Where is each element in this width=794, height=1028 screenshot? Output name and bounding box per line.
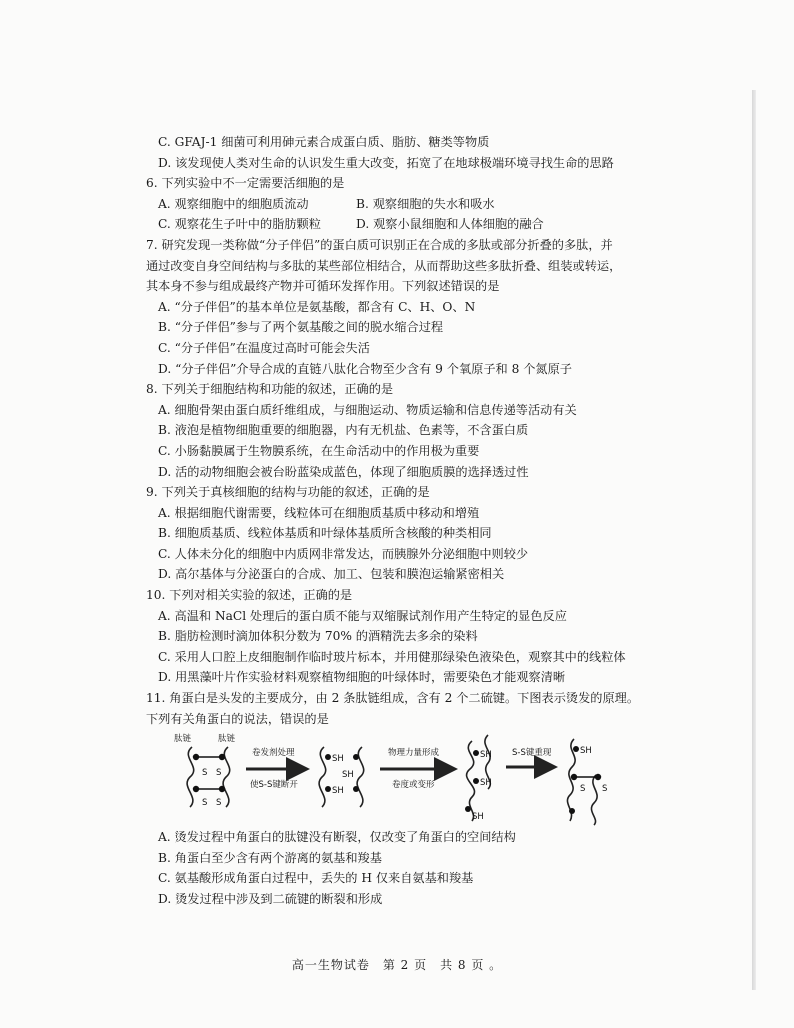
s-label: S: [202, 798, 208, 809]
sh-label: SH: [332, 786, 344, 797]
q11-option-a: A. 烫发过程中角蛋白的肽键没有断裂，仅改变了角蛋白的空间结构: [158, 830, 516, 845]
q8-option-a: A. 细胞骨架由蛋白质纤维组成，与细胞运动、物质运输和信息传递等活动有关: [158, 402, 577, 417]
q6-option-a: A. 观察细胞中的细胞质流动: [158, 196, 309, 211]
q10-option-c: C. 采用人口腔上皮细胞制作临时玻片标本，并用健那绿染色液染色，观察其中的线粒体: [158, 649, 626, 664]
sh-group: [473, 778, 479, 784]
q11-stem-line-2: 下列有关角蛋白的说法，错误的是: [146, 711, 329, 726]
q11-option-d: D. 烫发过程中涉及到二硫键的断裂和形成: [158, 892, 383, 906]
q11-stem-line-1: 11. 角蛋白是头发的主要成分，由 2 条肽链组成，含有 2 个二硫键。下图表示烫发的原理。: [146, 691, 640, 706]
q11-option-c: C. 氨基酸形成角蛋白过程中，丢失的 H 仅来自氨基和羧基: [158, 871, 474, 886]
q6-options-row-2: [146, 214, 736, 235]
sh-label: SH: [580, 746, 592, 757]
sh-label: SH: [472, 812, 484, 823]
sh-label: SH: [332, 754, 344, 765]
sh-group: [325, 754, 331, 760]
arrow-3-top-label: S-S键重现: [512, 748, 552, 759]
s-label: S: [580, 784, 586, 795]
chain-2-stage-4: [591, 775, 597, 825]
q6-stem: 6. 下列实验中不一定需要活细胞的是: [146, 176, 345, 191]
q6-option-c: C. 观察花生子叶中的脂肪颗粒: [158, 217, 321, 232]
sh-group: [473, 750, 479, 756]
q7-option-c: C. “分子伴侣”在温度过高时可能会失活: [158, 340, 370, 355]
q10-option-a: A. 高温和 NaCl 处理后的蛋白质不能与双缩脲试剂作用产生特定的显色反应: [158, 608, 567, 623]
perm-diagram-svg: [166, 731, 636, 827]
q7-option-d: D. “分子伴侣”介导合成的直链八肽化合物至少含有 9 个氧原子和 8 个氮原子: [158, 361, 572, 376]
s-label: S: [216, 768, 222, 779]
q9-option-d: D. 高尔基体与分泌蛋白的合成、加工、包装和膜泡运输紧密相关: [158, 567, 505, 582]
sh-group: [353, 754, 359, 760]
sh-group: [569, 808, 575, 814]
perm-principle-diagram: [146, 731, 736, 827]
q5-option-d: D. 该发现使人类对生命的认识发生重大改变，拓宽了在地球极端环境寻找生命的思路: [158, 155, 614, 170]
s-label: S: [216, 798, 222, 809]
chain-label-2: 肽链: [218, 734, 236, 745]
q8-option-b: B. 液泡是植物细胞重要的细胞器，内有无机盐、色素等，不含蛋白质: [158, 423, 529, 438]
q9-stem: 9. 下列关于真核细胞的结构与功能的叙述，正确的是: [146, 485, 430, 500]
q10-option-b: B. 脂肪检测时滴加体积分数为 70% 的酒精洗去多余的染料: [158, 629, 478, 644]
arrow-1-bottom-label: 使S-S键断开: [250, 780, 298, 791]
sh-label: SH: [480, 778, 492, 789]
chain-label-1: 肽链: [174, 734, 192, 745]
q7-stem-line-3: 其本身不参与组成最终产物并可循环发挥作用。下列叙述错误的是: [146, 279, 500, 294]
sh-label: SH: [342, 770, 354, 781]
q7-stem-line-1: 7. 研究发现一类称做“分子伴侣”的蛋白质可识别正在合成的多肽或部分折叠的多肽，并: [146, 237, 613, 252]
q7-option-a: A. “分子伴侣”的基本单位是氨基酸，都含有 C、H、O、N: [158, 299, 476, 314]
arrow-2-top-label: 物理力量形成: [388, 748, 440, 759]
sh-label: SH: [480, 750, 492, 761]
arrow-2-bottom-label: 卷度或变形: [392, 780, 435, 791]
sh-group: [573, 746, 579, 752]
q6-option-d: D. 观察小鼠细胞和人体细胞的融合: [356, 217, 544, 232]
q10-option-d: D. 用黑藻叶片作实验材料观察植物细胞的叶绿体时，需要染色才能观察清晰: [158, 670, 566, 685]
q7-option-b: B. “分子伴侣”参与了两个氨基酸之间的脱水缩合过程: [158, 320, 444, 335]
arrow-1-top-label: 卷发剂处理: [252, 748, 295, 759]
sh-group: [465, 806, 471, 812]
page-footer: 高一生物试卷 第 2 页 共 8 页 。: [291, 958, 503, 972]
scan-edge: [752, 90, 756, 990]
sh-group: [325, 786, 331, 792]
chain-1-stage-2: [319, 747, 326, 807]
q5-option-c: C. GFAJ-1 细菌可利用砷元素合成蛋白质、脂肪、糖类等物质: [158, 135, 490, 149]
q9-option-c: C. 人体未分化的细胞中内质网非常发达，而胰腺外分泌细胞中则较少: [158, 546, 529, 561]
s-label: S: [602, 784, 608, 795]
q9-option-a: A. 根据细胞代谢需要，线粒体可在细胞质基质中移动和增殖: [158, 505, 480, 520]
q6-option-b: B. 观察细胞的失水和吸水: [356, 196, 495, 211]
q10-stem: 10. 下列对相关实验的叙述，正确的是: [146, 588, 353, 603]
q7-stem-line-2: 通过改变自身空间结构与多肽的某些部位相结合，从而帮助这些多肽折叠、组装或转运，: [146, 258, 622, 273]
q8-option-c: C. 小肠黏膜属于生物膜系统，在生命活动中的作用极为重要: [158, 443, 480, 458]
q6-options-row-1: [146, 194, 736, 215]
q9-option-b: B. 细胞质基质、线粒体基质和叶绿体基质所含核酸的种类相同: [158, 526, 492, 541]
q8-stem: 8. 下列关于细胞结构和功能的叙述，正确的是: [146, 382, 394, 397]
question-content: [146, 132, 736, 910]
s-label: S: [202, 768, 208, 779]
sh-group: [353, 786, 359, 792]
q8-option-d: D. 活的动物细胞会被台盼蓝染成蓝色，体现了细胞质膜的选择透过性: [158, 464, 529, 479]
q11-option-b: B. 角蛋白至少含有两个游离的氨基和羧基: [158, 850, 382, 865]
chain-1-stage-1: [187, 747, 194, 807]
